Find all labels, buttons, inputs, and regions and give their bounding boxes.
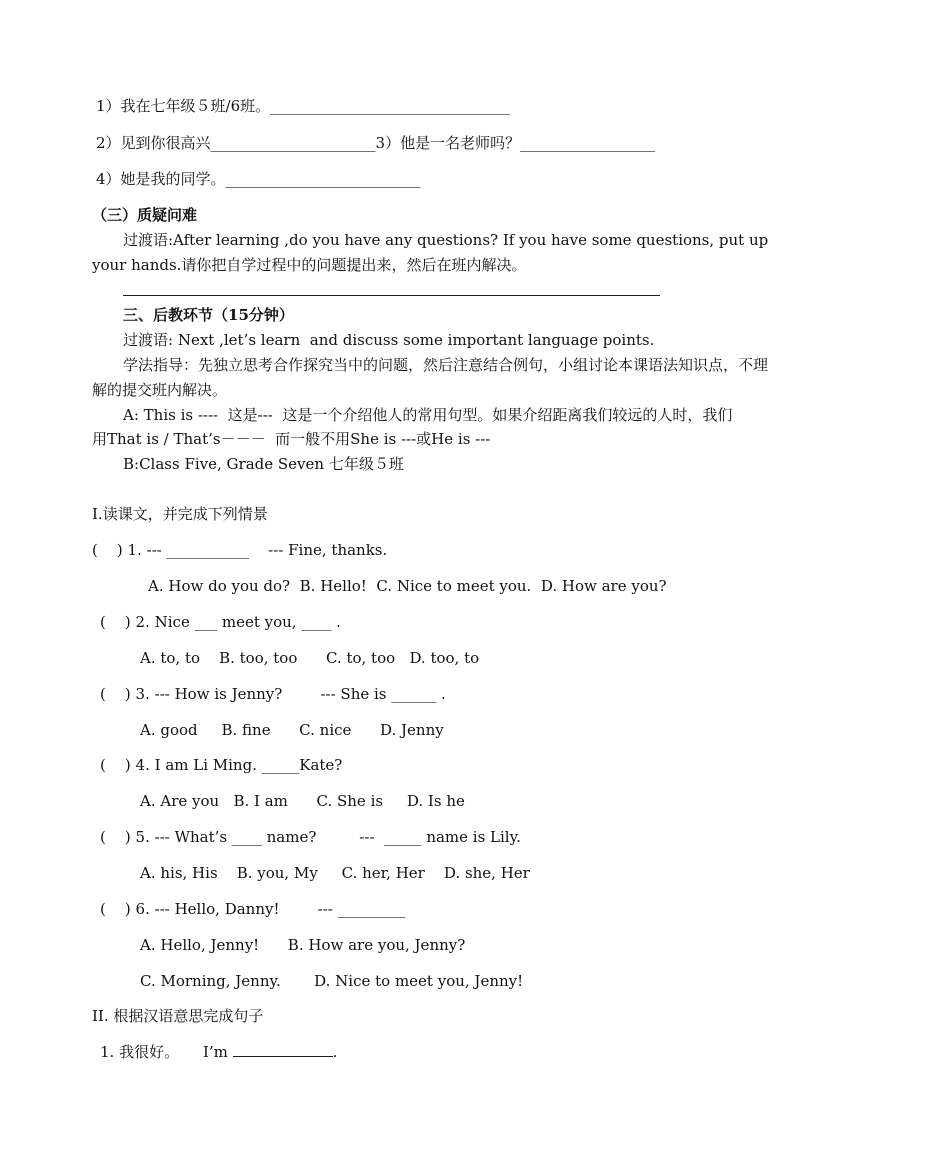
question-5-stem: ( ) 5. --- What’s ____ name? --- _____ name is Lily.	[100, 828, 521, 846]
translation-item-2-3: 2）见到你很高兴______________________3）他是一名老师吗？__________________	[96, 134, 656, 152]
language-point-a-cont: 用That is / That’s－－－ 而一般不用She is ---或He is ---	[92, 430, 491, 448]
item-english: I’m	[202, 1043, 228, 1061]
question-3-stem: ( ) 3. --- How is Jenny? --- She is ______ .	[100, 685, 446, 703]
question-4-stem: ( ) 4. I am Li Ming. _____Kate?	[100, 756, 343, 774]
exercise2-title: II. 根据汉语意思完成句子	[92, 1007, 264, 1025]
section-after-method-cont: 解的提交班内解决。	[92, 381, 228, 399]
question-3-options: A. good B. fine C. nice D. Jenny	[140, 721, 444, 739]
translation-item-1: 1）我在七年级５班/6班。________________________________	[96, 97, 511, 115]
question-1-stem: ( ) 1. --- ___________ --- Fine, thanks.	[92, 541, 388, 559]
question-2-options: A. to, to B. too, too C. to, too D. too, to	[140, 649, 480, 667]
section-after-transition: 过渡语: Next ,let’s learn and discuss some important language points.	[123, 331, 655, 349]
question-1-options: A. How do you do? B. Hello! C. Nice to meet you. D. How are you?	[148, 577, 667, 595]
language-point-a: A: This is ---- 这是--- 这是一个介绍他人的常用句型。如果介绍距离我们较远的人时，我们	[123, 406, 733, 424]
exercise1-title: I.读课文，并完成下列情景	[92, 505, 268, 523]
item-chinese: 我很好。	[119, 1043, 180, 1061]
question-6-stem: ( ) 6. --- Hello, Danny! --- _________	[100, 900, 406, 918]
translation-item-4: 4）她是我的同学。__________________________	[96, 170, 421, 188]
section-questions-heading: （三）质疑问难	[92, 206, 198, 224]
answer-line	[123, 295, 660, 296]
section-after-method: 学法指导：先独立思考合作探究当中的问题，然后注意结合例句，小组讨论本课语法知识点，不理	[123, 356, 769, 374]
question-5-options: A. his, His B. you, My C. her, Her D. she, Her	[140, 864, 530, 882]
question-4-options: A. Are you B. I am C. She is D. Is he	[140, 792, 465, 810]
section-after-heading: 三、后教环节（15分钟）	[123, 306, 294, 324]
question-6-options-line-1: A. Hello, Jenny! B. How are you, Jenny?	[140, 936, 466, 954]
exercise2-item-1	[100, 1042, 337, 1062]
answer-blank	[233, 1042, 333, 1057]
item-number: 1.	[100, 1043, 115, 1061]
section-questions-transition: 过渡语:After learning ,do you have any questions? If you have some questions, put up	[123, 231, 769, 249]
question-6-options-line-2: C. Morning, Jenny. D. Nice to meet you, Jenny!	[140, 972, 524, 990]
language-point-b: B:Class Five, Grade Seven 七年级５班	[123, 455, 404, 473]
item-tail: .	[332, 1043, 338, 1061]
question-2-stem: ( ) 2. Nice ___ meet you, ____ .	[100, 613, 341, 631]
section-questions-transition-cont: your hands.请你把自学过程中的问题提出来，然后在班内解决。	[92, 256, 527, 274]
